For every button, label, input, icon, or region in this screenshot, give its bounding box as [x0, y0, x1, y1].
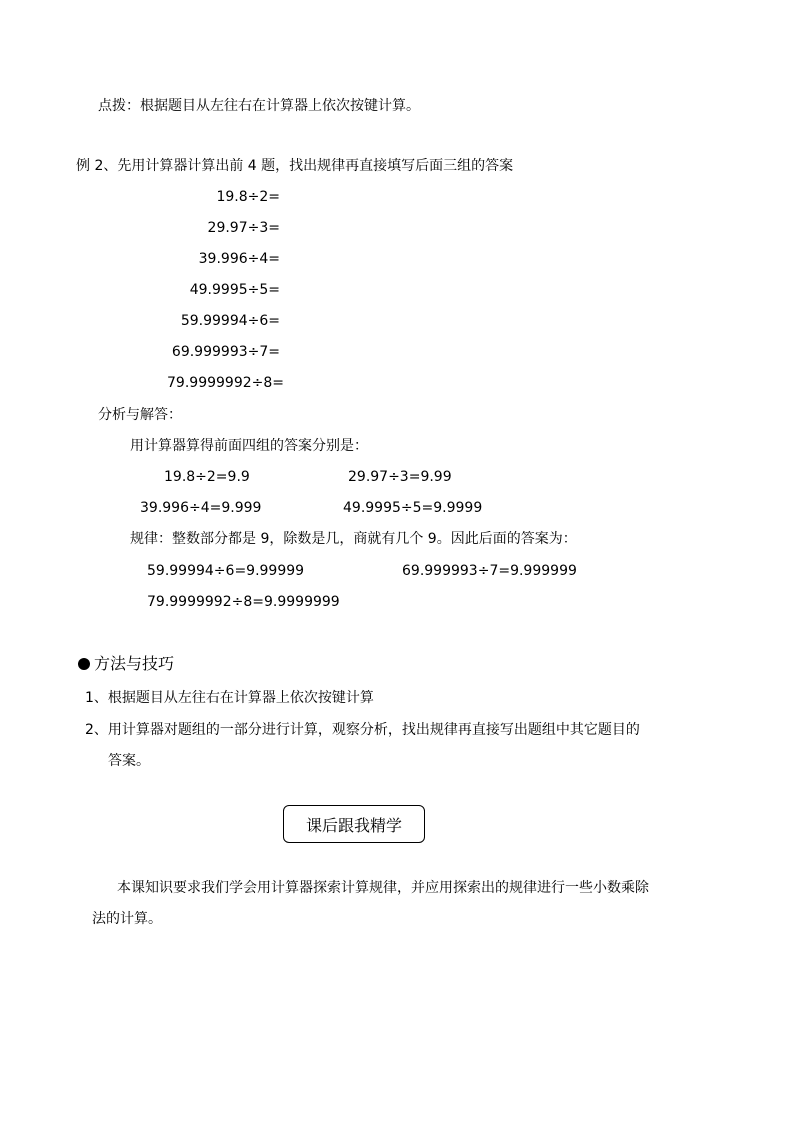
answer-1: 59.99994÷6=9.99999: [147, 563, 305, 579]
after-class-text-line-1: 本课知识要求我们学会用计算器探索计算规律，并应用探索出的规律进行一些小数乘除: [117, 880, 649, 896]
method-item-2-line-2: 答案。: [108, 753, 150, 769]
after-class-label: 课后跟我精学: [305, 815, 402, 835]
methods-heading: [78, 654, 174, 674]
after-class-text-line-2: 法的计算。: [92, 911, 162, 927]
result-2: 29.97÷3=9.99: [348, 469, 452, 485]
analysis-heading: 分析与解答：: [98, 407, 182, 423]
answer-3: 79.9999992÷8=9.9999999: [147, 594, 340, 610]
equation-2: 29.97÷3=: [207, 220, 280, 236]
after-class-box: [283, 805, 425, 843]
example-2-title: 例 2、先用计算器计算出前 4 题，找出规律再直接填写后面三组的答案: [76, 158, 514, 174]
analysis-intro: 用计算器算得前面四组的答案分别是：: [130, 438, 368, 454]
equation-5: 59.99994÷6=: [180, 313, 280, 329]
equation-4: 49.9995÷5=: [189, 282, 280, 298]
methods-heading-label: 方法与技巧: [94, 654, 175, 673]
result-1: 19.8÷2=9.9: [164, 469, 250, 485]
equation-6: 69.999993÷7=: [171, 344, 280, 360]
equation-3: 39.996÷4=: [198, 251, 280, 267]
equation-1: 19.8÷2=: [216, 189, 280, 205]
hint-text: 点拨：根据题目从左往右在计算器上依次按键计算。: [98, 98, 420, 114]
method-item-1: 1、根据题目从左往右在计算器上依次按键计算: [85, 690, 374, 706]
analysis-rule: 规律：整数部分都是 9，除数是几，商就有几个 9。因此后面的答案为：: [130, 531, 577, 547]
result-3: 39.996÷4=9.999: [140, 500, 262, 516]
equation-7: 79.9999992÷8=: [167, 375, 284, 391]
method-item-2-line-1: 2、用计算器对题组的一部分进行计算，观察分析，找出规律再直接写出题组中其它题目的: [85, 722, 640, 738]
bullet-icon: [78, 658, 90, 670]
answer-2: 69.999993÷7=9.999999: [402, 563, 577, 579]
result-4: 49.9995÷5=9.9999: [343, 500, 483, 516]
